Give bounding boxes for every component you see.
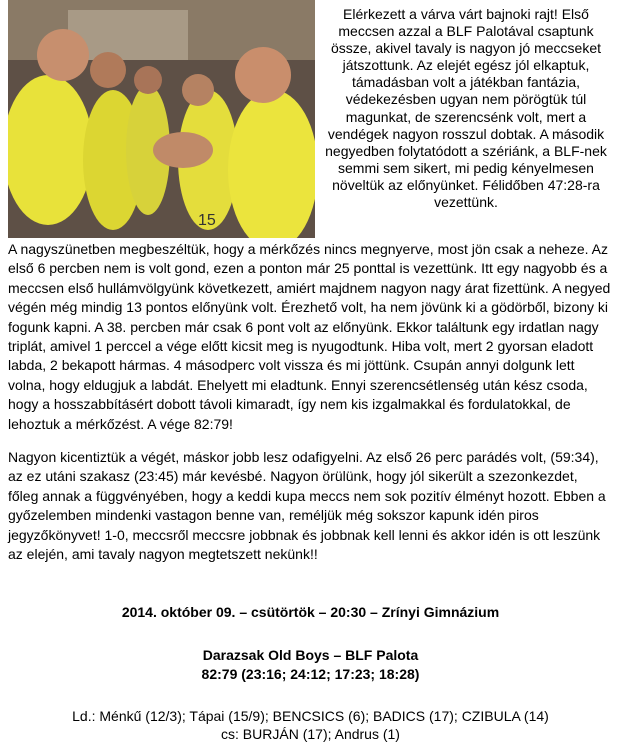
match-result-block — [0, 646, 621, 684]
article-paragraph-summary: Nagyon kicentiztük a végét, máskor jobb lesz odafigyelni. Az első 26 perc parádés volt, (59:34), az ez utáni szakasz (23:45) már kevésbé. Nagyon örülünk, hogy jól sikerült a szezonkezdet, főleg annak a függvényében, hogy a keddi kupa meccs nem sok pozitív élményt hozott. Ebben a győzelemben mindenki vastagon benne van, reméljük még sokszor kapunk idén piros jegyzőkönyvet! 1-0, meccsről meccsre jobbnak és jobbnak kell lenni és akkor idén is ott leszünk az elején, ami tavaly nagyon megtetszett nekünk!! — [8, 449, 606, 563]
match-score: 82:79 (23:16; 24:12; 17:23; 18:28) — [201, 666, 420, 682]
substitutes: cs: BURJÁN (17); Andrus (1) — [221, 726, 400, 742]
article-intro: Elérkezett a várva várt bajnoki rajt! Első meccsen azzal a BLF Palotával csaptunk össze, akivel tavaly is nagyon jó meccseket játszottunk. Az elejét egész jól elkaptuk, támadásban volt a játékban fantázia, védekezésben ugyan nem pörögtük túl magunkat, de szerencsénk volt, mert a vendégek nagyon rosszul dobtak. A második negyedben folytatódott a szériánk, a BLF-nek semmi sem sikert, mi pedig kényelmesen növeltük az előnyünket. Félidőben 47:28-ra vezettünk. — [325, 6, 607, 211]
basketball-team-huddle-icon — [8, 0, 315, 238]
match-date-venue: 2014. október 09. – csütörtök – 20:30 – Zrínyi Gimnázium — [121, 604, 500, 620]
team-huddle-photo — [8, 0, 315, 238]
match-teams: Darazsak Old Boys – BLF Palota — [202, 647, 419, 663]
player-scorers — [0, 707, 621, 743]
svg-text:15: 15 — [198, 212, 216, 229]
starting-lineup: Ld.: Ménkű (12/3); Tápai (15/9); BENCSICS (6); BADICS (17); CZIBULA (14) — [72, 708, 549, 724]
article-paragraph-halftime: A nagyszünetben megbeszéltük, hogy a mérkőzés nincs megnyerve, most jön csak a neheze. Az első 6 percben nem is volt gond, ezen a ponton már 25 ponttal is vezettünk. Itt egy nagyobb és a meccsen első hullámvölgyünk következett, amiért majdnem nagyon nagy árat fizettünk. A negyed végén még mindig 13 pontos előnyünk volt. Érezhető volt, ha nem jövünk ki a gödörből, bizony ki fogunk kapni. A 38. percben már csak 6 pont volt az előnyünk. Ekkor találtunk egy irdatlan nagy triplát, amivel 1 perccel a vége előtt kicsit meg is nyugodtunk. Hiba volt, mert 2 gyorsan eladott labda, 2 bekapott hármas. 4 másodperc volt vissza és mi jöttünk. Csupán annyi dolgunk lett volna, hogy eldugjuk a labdát. Ehelyett mi eladtunk. Ennyi szerencsétlenség után kész csoda, hogy a hosszabbításért dobott távoli kimaradt, így nem kis izgalmakkal és fordulatokkal, de lehoztuk a mérkőzést. A vége 82:79! — [8, 241, 611, 432]
